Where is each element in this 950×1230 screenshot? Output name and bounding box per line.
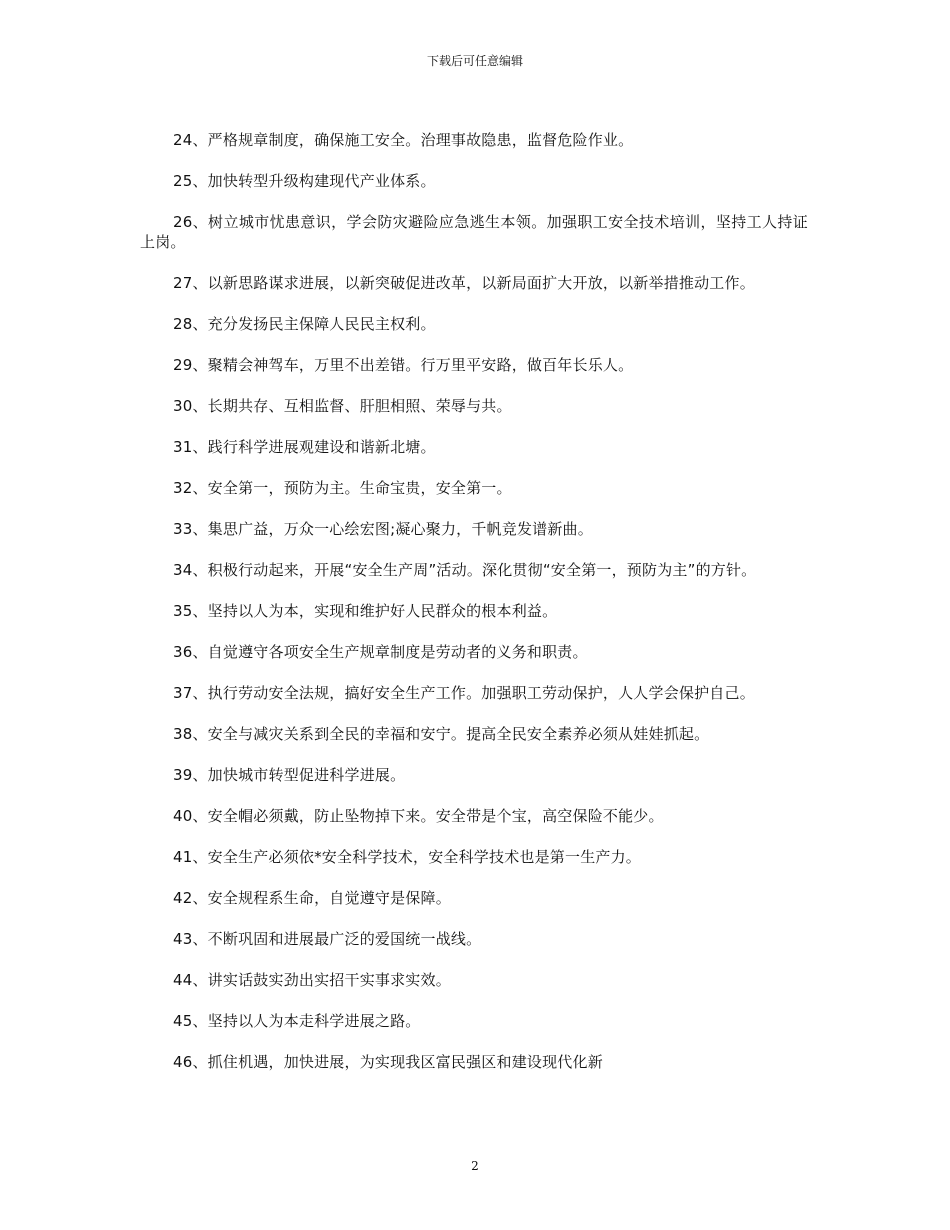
list-item: 44、讲实话鼓实劲出实招干实事求实效。 [173,971,451,989]
list-item: 34、积极行动起来，开展“安全生产周”活动。深化贯彻“安全第一，预防为主”的方针。 [173,561,757,579]
list-item: 32、安全第一，预防为主。生命宝贵，安全第一。 [173,479,512,497]
list-item: 25、加快转型升级构建现代产业体系。 [173,172,436,190]
list-item: 39、加快城市转型促进科学进展。 [173,766,406,784]
list-item: 41、安全生产必须依*安全科学技术，安全科学技术也是第一生产力。 [173,848,641,866]
list-item: 46、抓住机遇，加快进展，为实现我区富民强区和建设现代化新 [173,1053,603,1071]
list-item: 38、安全与减灾关系到全民的幸福和安宁。提高全民安全素养必须从娃娃抓起。 [173,725,710,743]
list-item: 37、执行劳动安全法规，搞好安全生产工作。加强职工劳动保护，人人学会保护自己。 [173,684,755,702]
list-item: 24、严格规章制度，确保施工安全。治理事故隐患，监督危险作业。 [173,131,634,149]
list-item: 29、聚精会神驾车，万里不出差错。行万里平安路，做百年长乐人。 [173,356,634,374]
list-item: 43、不断巩固和进展最广泛的爱国统一战线。 [173,930,482,948]
list-item: 26、树立城市忧患意识，学会防灾避险应急逃生本领。加强职工安全技术培训，坚持工人持证上岗。 [140,213,808,251]
list-item: 40、安全帽必须戴，防止坠物掉下来。安全带是个宝，高空保险不能少。 [173,807,664,825]
list-item: 45、坚持以人为本走科学进展之路。 [173,1012,421,1030]
document-body [140,130,808,1093]
list-item: 42、安全规程系生命，自觉遵守是保障。 [173,889,451,907]
list-item: 35、坚持以人为本，实现和维护好人民群众的根本利益。 [173,602,558,620]
list-item: 28、充分发扬民主保障人民民主权利。 [173,315,436,333]
page-header: 下载后可任意编辑 [426,54,523,68]
list-item: 30、长期共存、互相监督、肝胆相照、荣辱与共。 [173,397,512,415]
list-item: 27、以新思路谋求进展，以新突破促进改革，以新局面扩大开放，以新举措推动工作。 [173,274,755,292]
list-item: 36、自觉遵守各项安全生产规章制度是劳动者的义务和职责。 [173,643,588,661]
list-item: 33、集思广益，万众一心绘宏图;凝心聚力，千帆竞发谱新曲。 [173,520,593,538]
list-item: 31、践行科学进展观建设和谐新北塘。 [173,438,436,456]
page-number: 2 [471,1159,479,1173]
